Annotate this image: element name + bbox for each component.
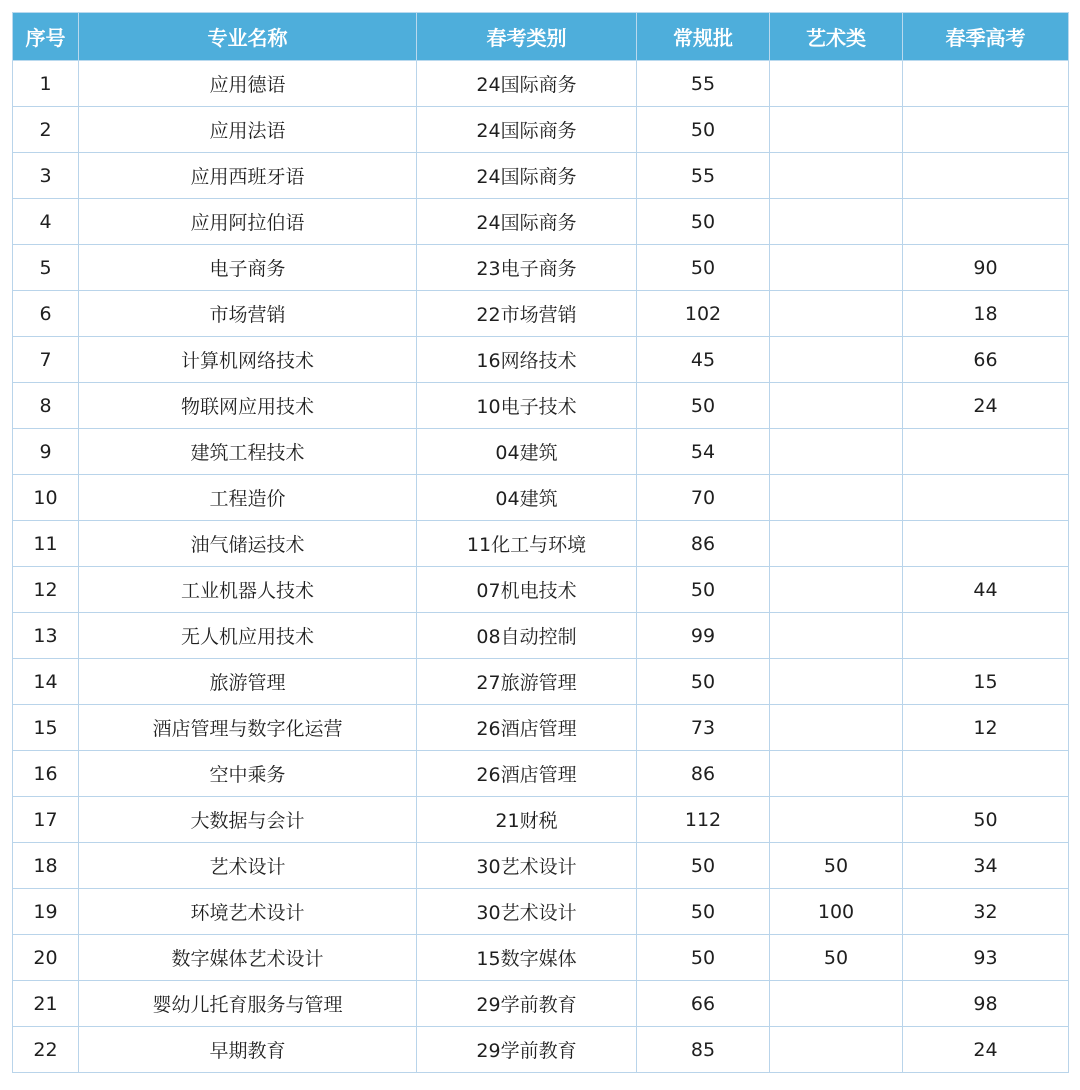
cell-art-category <box>770 245 903 291</box>
cell-major-name: 空中乘务 <box>79 751 417 797</box>
table-row <box>13 751 1069 797</box>
cell-spring-gaokao: 93 <box>903 935 1069 981</box>
cell-spring-exam-category: 29学前教育 <box>417 1027 637 1073</box>
cell-art-category <box>770 705 903 751</box>
cell-spring-exam-category: 04建筑 <box>417 429 637 475</box>
cell-spring-gaokao <box>903 429 1069 475</box>
cell-spring-exam-category: 21财税 <box>417 797 637 843</box>
cell-spring-exam-category: 04建筑 <box>417 475 637 521</box>
cell-index: 8 <box>13 383 79 429</box>
cell-spring-exam-category: 24国际商务 <box>417 61 637 107</box>
table-row <box>13 199 1069 245</box>
table-row <box>13 843 1069 889</box>
enrollment-table-container <box>12 12 1068 1073</box>
cell-regular-batch: 102 <box>637 291 770 337</box>
cell-regular-batch: 50 <box>637 107 770 153</box>
cell-art-category <box>770 199 903 245</box>
cell-major-name: 无人机应用技术 <box>79 613 417 659</box>
header-index: 序号 <box>13 13 79 61</box>
cell-regular-batch: 45 <box>637 337 770 383</box>
cell-regular-batch: 99 <box>637 613 770 659</box>
cell-spring-gaokao: 15 <box>903 659 1069 705</box>
cell-spring-exam-category: 10电子技术 <box>417 383 637 429</box>
cell-art-category <box>770 981 903 1027</box>
cell-regular-batch: 50 <box>637 843 770 889</box>
cell-major-name: 电子商务 <box>79 245 417 291</box>
cell-index: 1 <box>13 61 79 107</box>
cell-spring-gaokao: 66 <box>903 337 1069 383</box>
cell-spring-gaokao <box>903 61 1069 107</box>
cell-spring-exam-category: 24国际商务 <box>417 199 637 245</box>
cell-spring-gaokao <box>903 613 1069 659</box>
cell-regular-batch: 70 <box>637 475 770 521</box>
cell-art-category <box>770 521 903 567</box>
table-row <box>13 61 1069 107</box>
cell-index: 14 <box>13 659 79 705</box>
cell-art-category <box>770 153 903 199</box>
cell-spring-exam-category: 24国际商务 <box>417 153 637 199</box>
cell-spring-gaokao: 32 <box>903 889 1069 935</box>
cell-spring-exam-category: 11化工与环境 <box>417 521 637 567</box>
cell-major-name: 油气储运技术 <box>79 521 417 567</box>
cell-spring-gaokao <box>903 153 1069 199</box>
cell-major-name: 建筑工程技术 <box>79 429 417 475</box>
enrollment-table <box>12 12 1069 1073</box>
cell-spring-exam-category: 23电子商务 <box>417 245 637 291</box>
cell-regular-batch: 50 <box>637 383 770 429</box>
cell-spring-gaokao <box>903 475 1069 521</box>
cell-regular-batch: 55 <box>637 61 770 107</box>
cell-index: 5 <box>13 245 79 291</box>
header-spring-exam-category: 春考类别 <box>417 13 637 61</box>
cell-major-name: 旅游管理 <box>79 659 417 705</box>
cell-index: 22 <box>13 1027 79 1073</box>
cell-regular-batch: 66 <box>637 981 770 1027</box>
cell-regular-batch: 112 <box>637 797 770 843</box>
cell-index: 17 <box>13 797 79 843</box>
cell-art-category <box>770 1027 903 1073</box>
table-header-row <box>13 13 1069 61</box>
cell-regular-batch: 50 <box>637 567 770 613</box>
table-row <box>13 1027 1069 1073</box>
cell-art-category <box>770 751 903 797</box>
cell-spring-gaokao: 50 <box>903 797 1069 843</box>
cell-spring-gaokao <box>903 199 1069 245</box>
table-row <box>13 107 1069 153</box>
table-row <box>13 291 1069 337</box>
cell-art-category <box>770 429 903 475</box>
cell-major-name: 应用阿拉伯语 <box>79 199 417 245</box>
cell-regular-batch: 55 <box>637 153 770 199</box>
header-major-name: 专业名称 <box>79 13 417 61</box>
cell-art-category: 50 <box>770 935 903 981</box>
table-row <box>13 889 1069 935</box>
table-row <box>13 475 1069 521</box>
cell-regular-batch: 54 <box>637 429 770 475</box>
cell-spring-exam-category: 27旅游管理 <box>417 659 637 705</box>
cell-spring-exam-category: 16网络技术 <box>417 337 637 383</box>
cell-major-name: 工程造价 <box>79 475 417 521</box>
cell-index: 4 <box>13 199 79 245</box>
cell-art-category <box>770 475 903 521</box>
cell-index: 20 <box>13 935 79 981</box>
cell-index: 6 <box>13 291 79 337</box>
cell-art-category <box>770 291 903 337</box>
cell-spring-exam-category: 22市场营销 <box>417 291 637 337</box>
table-row <box>13 337 1069 383</box>
cell-art-category: 100 <box>770 889 903 935</box>
cell-spring-exam-category: 30艺术设计 <box>417 843 637 889</box>
cell-art-category <box>770 797 903 843</box>
cell-spring-gaokao <box>903 107 1069 153</box>
table-row <box>13 935 1069 981</box>
cell-major-name: 数字媒体艺术设计 <box>79 935 417 981</box>
cell-major-name: 工业机器人技术 <box>79 567 417 613</box>
cell-major-name: 艺术设计 <box>79 843 417 889</box>
table-row <box>13 521 1069 567</box>
cell-spring-gaokao: 12 <box>903 705 1069 751</box>
cell-major-name: 酒店管理与数字化运营 <box>79 705 417 751</box>
cell-art-category <box>770 613 903 659</box>
table-row <box>13 245 1069 291</box>
cell-index: 15 <box>13 705 79 751</box>
table-row <box>13 383 1069 429</box>
cell-spring-gaokao: 18 <box>903 291 1069 337</box>
cell-index: 13 <box>13 613 79 659</box>
cell-spring-exam-category: 26酒店管理 <box>417 705 637 751</box>
table-row <box>13 429 1069 475</box>
header-spring-gaokao: 春季高考 <box>903 13 1069 61</box>
cell-spring-gaokao: 34 <box>903 843 1069 889</box>
cell-major-name: 市场营销 <box>79 291 417 337</box>
cell-index: 10 <box>13 475 79 521</box>
cell-spring-gaokao: 98 <box>903 981 1069 1027</box>
cell-index: 7 <box>13 337 79 383</box>
cell-art-category <box>770 107 903 153</box>
cell-art-category: 50 <box>770 843 903 889</box>
cell-index: 16 <box>13 751 79 797</box>
cell-spring-gaokao: 44 <box>903 567 1069 613</box>
cell-index: 12 <box>13 567 79 613</box>
cell-index: 2 <box>13 107 79 153</box>
cell-spring-gaokao: 24 <box>903 383 1069 429</box>
cell-index: 3 <box>13 153 79 199</box>
cell-spring-exam-category: 07机电技术 <box>417 567 637 613</box>
cell-art-category <box>770 383 903 429</box>
table-row <box>13 153 1069 199</box>
cell-spring-exam-category: 08自动控制 <box>417 613 637 659</box>
cell-major-name: 应用德语 <box>79 61 417 107</box>
cell-art-category <box>770 61 903 107</box>
cell-spring-exam-category: 30艺术设计 <box>417 889 637 935</box>
cell-spring-gaokao: 90 <box>903 245 1069 291</box>
table-row <box>13 567 1069 613</box>
cell-index: 18 <box>13 843 79 889</box>
table-body <box>13 61 1069 1073</box>
cell-spring-exam-category: 15数字媒体 <box>417 935 637 981</box>
cell-regular-batch: 85 <box>637 1027 770 1073</box>
table-row <box>13 981 1069 1027</box>
cell-art-category <box>770 337 903 383</box>
cell-art-category <box>770 567 903 613</box>
cell-major-name: 婴幼儿托育服务与管理 <box>79 981 417 1027</box>
cell-index: 19 <box>13 889 79 935</box>
cell-index: 11 <box>13 521 79 567</box>
cell-spring-gaokao <box>903 751 1069 797</box>
cell-spring-exam-category: 24国际商务 <box>417 107 637 153</box>
cell-major-name: 计算机网络技术 <box>79 337 417 383</box>
cell-art-category <box>770 659 903 705</box>
cell-spring-gaokao <box>903 521 1069 567</box>
cell-spring-exam-category: 29学前教育 <box>417 981 637 1027</box>
cell-regular-batch: 50 <box>637 659 770 705</box>
table-row <box>13 613 1069 659</box>
cell-major-name: 大数据与会计 <box>79 797 417 843</box>
table-row <box>13 797 1069 843</box>
cell-regular-batch: 50 <box>637 245 770 291</box>
header-regular-batch: 常规批 <box>637 13 770 61</box>
cell-spring-gaokao: 24 <box>903 1027 1069 1073</box>
cell-regular-batch: 50 <box>637 935 770 981</box>
cell-regular-batch: 86 <box>637 751 770 797</box>
cell-index: 21 <box>13 981 79 1027</box>
cell-regular-batch: 73 <box>637 705 770 751</box>
cell-regular-batch: 50 <box>637 199 770 245</box>
cell-major-name: 环境艺术设计 <box>79 889 417 935</box>
cell-major-name: 应用法语 <box>79 107 417 153</box>
cell-regular-batch: 50 <box>637 889 770 935</box>
cell-regular-batch: 86 <box>637 521 770 567</box>
cell-major-name: 早期教育 <box>79 1027 417 1073</box>
cell-index: 9 <box>13 429 79 475</box>
table-row <box>13 705 1069 751</box>
header-art-category: 艺术类 <box>770 13 903 61</box>
cell-major-name: 物联网应用技术 <box>79 383 417 429</box>
cell-major-name: 应用西班牙语 <box>79 153 417 199</box>
table-row <box>13 659 1069 705</box>
cell-spring-exam-category: 26酒店管理 <box>417 751 637 797</box>
